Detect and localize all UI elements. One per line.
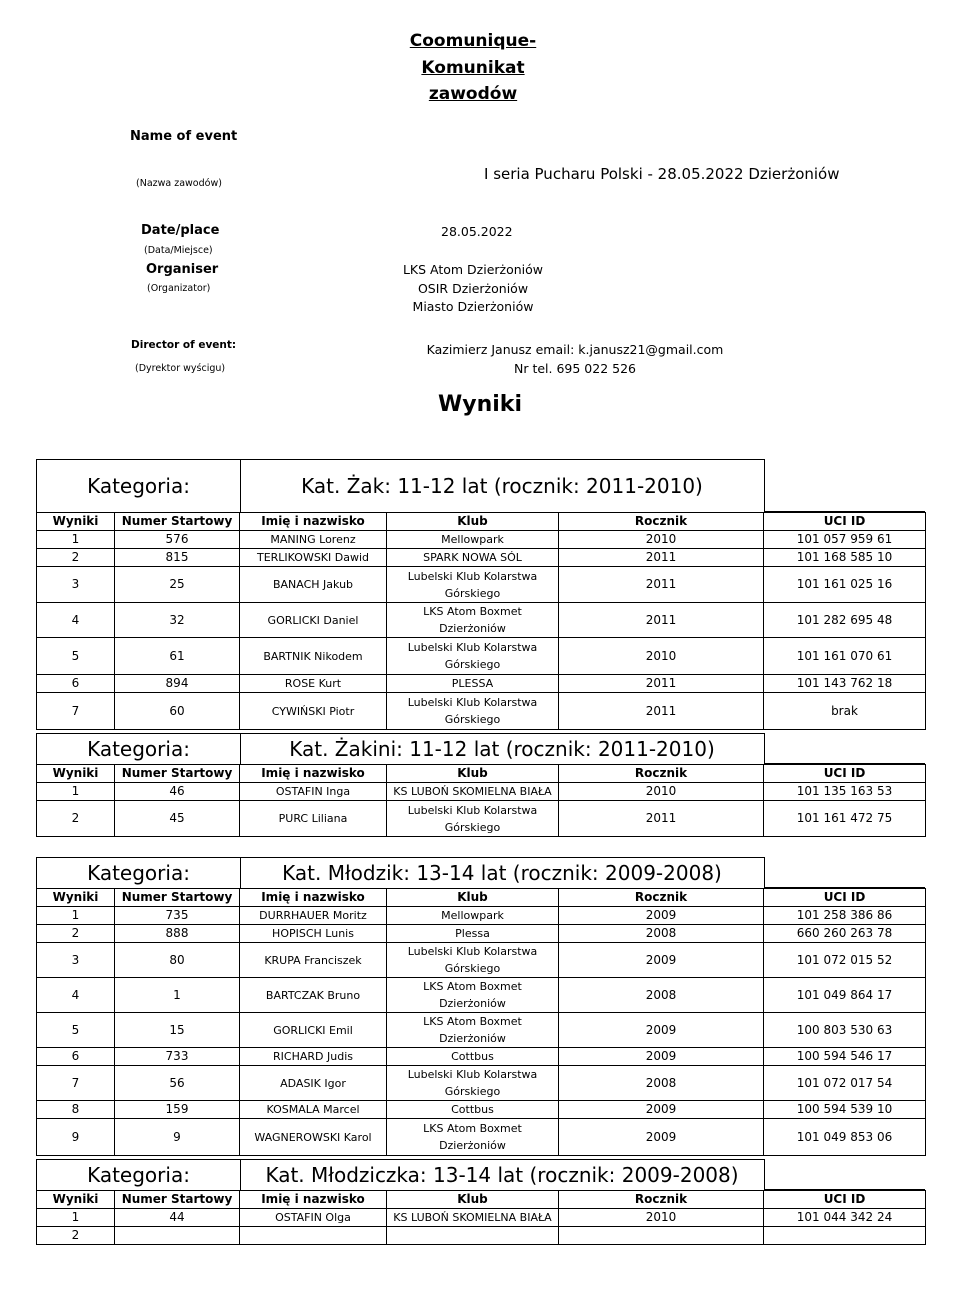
- start-number: 1: [115, 978, 240, 1013]
- club: Lubelski Klub Kolarstwa Górskiego: [387, 801, 559, 837]
- director-sublabel: (Dyrektor wyścigu): [135, 363, 226, 374]
- uci-id: 101 072 017 54: [764, 1066, 926, 1101]
- col-start-number-header: Numer Startowy: [115, 1191, 240, 1209]
- birth-year: 2011: [559, 603, 764, 638]
- rider-name: MANING Lorenz: [240, 531, 387, 549]
- date-label: Date/place: [141, 223, 220, 238]
- club: LKS Atom Boxmet Dzierżoniów: [387, 1119, 559, 1156]
- rider-name: WAGNEROWSKI Karol: [240, 1119, 387, 1156]
- category-header: [36, 733, 925, 764]
- club: [387, 1227, 559, 1245]
- result-rank: 2: [37, 549, 115, 567]
- club: KS LUBOŃ SKOMIELNA BIAŁA: [387, 1209, 559, 1227]
- birth-year: 2008: [559, 978, 764, 1013]
- start-number: 44: [115, 1209, 240, 1227]
- table-row: [37, 1048, 926, 1066]
- birth-year: 2008: [559, 925, 764, 943]
- birth-year: 2008: [559, 1066, 764, 1101]
- club: Lubelski Klub Kolarstwa Górskiego: [387, 1066, 559, 1101]
- start-number: 15: [115, 1013, 240, 1048]
- director-contact: Kazimierz Janusz email: k.janusz21@gmail.com: [426, 342, 724, 357]
- birth-year: 2009: [559, 1119, 764, 1156]
- results-table: [36, 512, 926, 730]
- event-name-sublabel: (Nazwa zawodów): [136, 178, 222, 189]
- club: Plessa: [387, 925, 559, 943]
- category-title: Kat. Młodzik: 13-14 lat (rocznik: 2009-2008): [240, 858, 765, 888]
- director-label: Director of event:: [131, 339, 237, 351]
- uci-id: brak: [764, 693, 926, 730]
- result-rank: 2: [37, 925, 115, 943]
- club: SPARK NOWA SÓL: [387, 549, 559, 567]
- rider-name: OSTAFIN Inga: [240, 783, 387, 801]
- result-rank: 1: [37, 783, 115, 801]
- uci-id: 101 161 070 61: [764, 638, 926, 675]
- start-number: 56: [115, 1066, 240, 1101]
- table-row: [37, 638, 926, 675]
- rider-name: ROSE Kurt: [240, 675, 387, 693]
- start-number: 32: [115, 603, 240, 638]
- table-row: [37, 549, 926, 567]
- category-label: Kategoria:: [37, 460, 241, 512]
- result-rank: 1: [37, 531, 115, 549]
- category-section-mlodzik: [36, 857, 925, 1156]
- result-rank: 2: [37, 1227, 115, 1245]
- result-rank: 6: [37, 1048, 115, 1066]
- table-row: [37, 1066, 926, 1101]
- col-start-number-header: Numer Startowy: [115, 513, 240, 531]
- uci-id: 101 161 472 75: [764, 801, 926, 837]
- uci-id: 101 161 025 16: [764, 567, 926, 603]
- club: LKS Atom Boxmet Dzierżoniów: [387, 603, 559, 638]
- club: Lubelski Klub Kolarstwa Górskiego: [387, 567, 559, 603]
- table-row: [37, 1101, 926, 1119]
- col-club-header: Klub: [387, 765, 559, 783]
- table-row: [37, 1209, 926, 1227]
- result-rank: 1: [37, 907, 115, 925]
- rider-name: GORLICKI Emil: [240, 1013, 387, 1048]
- rider-name: HOPISCH Lunis: [240, 925, 387, 943]
- organiser-value-2: OSIR Dzierżoniów: [417, 281, 529, 296]
- club: Lubelski Klub Kolarstwa Górskiego: [387, 693, 559, 730]
- rider-name: BANACH Jakub: [240, 567, 387, 603]
- event-name-label: Name of event: [130, 129, 238, 144]
- table-row: [37, 925, 926, 943]
- start-number: 9: [115, 1119, 240, 1156]
- col-birth-year-header: Rocznik: [559, 889, 764, 907]
- uci-id: 660 260 263 78: [764, 925, 926, 943]
- col-rank-header: Wyniki: [37, 889, 115, 907]
- result-rank: 4: [37, 603, 115, 638]
- birth-year: 2009: [559, 1101, 764, 1119]
- club: Mellowpark: [387, 531, 559, 549]
- results-table: [36, 888, 926, 1156]
- start-number: 733: [115, 1048, 240, 1066]
- birth-year: 2011: [559, 567, 764, 603]
- birth-year: 2010: [559, 783, 764, 801]
- rider-name: ADASIK Igor: [240, 1066, 387, 1101]
- category-section-zak: [36, 459, 925, 730]
- col-name-header: Imię i nazwisko: [240, 765, 387, 783]
- col-uci-id-header: UCI ID: [764, 765, 926, 783]
- start-number: 60: [115, 693, 240, 730]
- col-club-header: Klub: [387, 513, 559, 531]
- uci-id: 101 143 762 18: [764, 675, 926, 693]
- doc-title-line-3: zawodów: [428, 84, 518, 104]
- start-number: 735: [115, 907, 240, 925]
- col-start-number-header: Numer Startowy: [115, 889, 240, 907]
- start-number: 894: [115, 675, 240, 693]
- result-rank: 1: [37, 1209, 115, 1227]
- club: LKS Atom Boxmet Dzierżoniów: [387, 1013, 559, 1048]
- category-header: [36, 857, 925, 888]
- start-number: 888: [115, 925, 240, 943]
- col-uci-id-header: UCI ID: [764, 513, 926, 531]
- uci-id: 101 135 163 53: [764, 783, 926, 801]
- col-birth-year-header: Rocznik: [559, 1191, 764, 1209]
- birth-year: 2011: [559, 549, 764, 567]
- start-number: 61: [115, 638, 240, 675]
- table-row: [37, 1227, 926, 1245]
- date-sublabel: (Data/Miejsce): [144, 245, 213, 256]
- birth-year: 2011: [559, 675, 764, 693]
- results-table: [36, 764, 926, 837]
- category-label: Kategoria:: [37, 858, 241, 888]
- col-club-header: Klub: [387, 1191, 559, 1209]
- table-row: [37, 801, 926, 837]
- birth-year: [559, 1227, 764, 1245]
- col-club-header: Klub: [387, 889, 559, 907]
- category-header: [36, 1159, 925, 1190]
- uci-id: 100 594 546 17: [764, 1048, 926, 1066]
- result-rank: 2: [37, 801, 115, 837]
- rider-name: BARTCZAK Bruno: [240, 978, 387, 1013]
- table-row: [37, 943, 926, 978]
- uci-id: 101 044 342 24: [764, 1209, 926, 1227]
- category-label: Kategoria:: [37, 1160, 241, 1190]
- table-row: [37, 531, 926, 549]
- club: Lubelski Klub Kolarstwa Górskiego: [387, 943, 559, 978]
- club: Mellowpark: [387, 907, 559, 925]
- uci-id: 101 072 015 52: [764, 943, 926, 978]
- start-number: 25: [115, 567, 240, 603]
- col-rank-header: Wyniki: [37, 513, 115, 531]
- results-table: [36, 1190, 926, 1245]
- birth-year: 2009: [559, 1048, 764, 1066]
- date-value: 28.05.2022: [441, 224, 513, 239]
- col-uci-id-header: UCI ID: [764, 889, 926, 907]
- start-number: [115, 1227, 240, 1245]
- col-name-header: Imię i nazwisko: [240, 1191, 387, 1209]
- result-rank: 9: [37, 1119, 115, 1156]
- table-row: [37, 783, 926, 801]
- start-number: 815: [115, 549, 240, 567]
- club: KS LUBOŃ SKOMIELNA BIAŁA: [387, 783, 559, 801]
- category-section-mlodziczka: [36, 1159, 925, 1245]
- result-rank: 7: [37, 693, 115, 730]
- club: Cottbus: [387, 1048, 559, 1066]
- table-row: [37, 1119, 926, 1156]
- start-number: 46: [115, 783, 240, 801]
- club: Cottbus: [387, 1101, 559, 1119]
- table-header-row: [37, 765, 926, 783]
- birth-year: 2011: [559, 693, 764, 730]
- col-name-header: Imię i nazwisko: [240, 889, 387, 907]
- category-section-zakini: [36, 733, 925, 837]
- club: PLESSA: [387, 675, 559, 693]
- club: LKS Atom Boxmet Dzierżoniów: [387, 978, 559, 1013]
- result-rank: 3: [37, 567, 115, 603]
- start-number: 80: [115, 943, 240, 978]
- table-row: [37, 907, 926, 925]
- uci-id: 101 258 386 86: [764, 907, 926, 925]
- col-uci-id-header: UCI ID: [764, 1191, 926, 1209]
- col-name-header: Imię i nazwisko: [240, 513, 387, 531]
- category-label: Kategoria:: [37, 734, 241, 764]
- birth-year: 2009: [559, 1013, 764, 1048]
- table-row: [37, 978, 926, 1013]
- rider-name: OSTAFIN Olga: [240, 1209, 387, 1227]
- uci-id: 101 168 585 10: [764, 549, 926, 567]
- doc-title-line-2: Komunikat: [421, 58, 525, 78]
- category-title: Kat. Żak: 11-12 lat (rocznik: 2011-2010): [240, 460, 765, 512]
- rider-name: KOSMALA Marcel: [240, 1101, 387, 1119]
- uci-id: 101 057 959 61: [764, 531, 926, 549]
- table-row: [37, 693, 926, 730]
- rider-name: TERLIKOWSKI Dawid: [240, 549, 387, 567]
- col-birth-year-header: Rocznik: [559, 765, 764, 783]
- table-header-row: [37, 1191, 926, 1209]
- table-row: [37, 1013, 926, 1048]
- table-row: [37, 603, 926, 638]
- result-rank: 8: [37, 1101, 115, 1119]
- result-rank: 3: [37, 943, 115, 978]
- result-rank: 4: [37, 978, 115, 1013]
- result-rank: 7: [37, 1066, 115, 1101]
- result-rank: 5: [37, 1013, 115, 1048]
- table-header-row: [37, 889, 926, 907]
- results-heading: Wyniki: [438, 392, 522, 417]
- organiser-value-1: LKS Atom Dzierżoniów: [402, 262, 544, 277]
- rider-name: RICHARD Judis: [240, 1048, 387, 1066]
- col-birth-year-header: Rocznik: [559, 513, 764, 531]
- event-name-value: I seria Pucharu Polski - 28.05.2022 Dzierżoniów: [484, 165, 840, 183]
- category-title: Kat. Młodziczka: 13-14 lat (rocznik: 2009-2008): [240, 1160, 765, 1190]
- birth-year: 2009: [559, 943, 764, 978]
- result-rank: 5: [37, 638, 115, 675]
- start-number: 45: [115, 801, 240, 837]
- start-number: 159: [115, 1101, 240, 1119]
- start-number: 576: [115, 531, 240, 549]
- category-header: [36, 459, 925, 512]
- organiser-value-3: Miasto Dzierżoniów: [412, 299, 534, 314]
- birth-year: 2011: [559, 801, 764, 837]
- table-header-row: [37, 513, 926, 531]
- result-rank: 6: [37, 675, 115, 693]
- uci-id: 101 049 853 06: [764, 1119, 926, 1156]
- col-rank-header: Wyniki: [37, 1191, 115, 1209]
- table-row: [37, 675, 926, 693]
- uci-id: 101 282 695 48: [764, 603, 926, 638]
- birth-year: 2009: [559, 907, 764, 925]
- rider-name: KRUPA Franciszek: [240, 943, 387, 978]
- birth-year: 2010: [559, 638, 764, 675]
- rider-name: CYWIŃSKI Piotr: [240, 693, 387, 730]
- birth-year: 2010: [559, 1209, 764, 1227]
- uci-id: 100 803 530 63: [764, 1013, 926, 1048]
- director-phone: Nr tel. 695 022 526: [514, 361, 636, 376]
- col-start-number-header: Numer Startowy: [115, 765, 240, 783]
- rider-name: GORLICKI Daniel: [240, 603, 387, 638]
- uci-id: [764, 1227, 926, 1245]
- rider-name: BARTNIK Nikodem: [240, 638, 387, 675]
- category-title: Kat. Żakini: 11-12 lat (rocznik: 2011-2010): [240, 734, 765, 764]
- birth-year: 2010: [559, 531, 764, 549]
- organiser-sublabel: (Organizator): [147, 283, 211, 294]
- table-row: [37, 567, 926, 603]
- rider-name: DURRHAUER Moritz: [240, 907, 387, 925]
- club: Lubelski Klub Kolarstwa Górskiego: [387, 638, 559, 675]
- col-rank-header: Wyniki: [37, 765, 115, 783]
- uci-id: 100 594 539 10: [764, 1101, 926, 1119]
- rider-name: PURC Liliana: [240, 801, 387, 837]
- organiser-label: Organiser: [146, 262, 219, 277]
- rider-name: [240, 1227, 387, 1245]
- doc-title-line-1: Coomunique-: [409, 31, 537, 51]
- uci-id: 101 049 864 17: [764, 978, 926, 1013]
